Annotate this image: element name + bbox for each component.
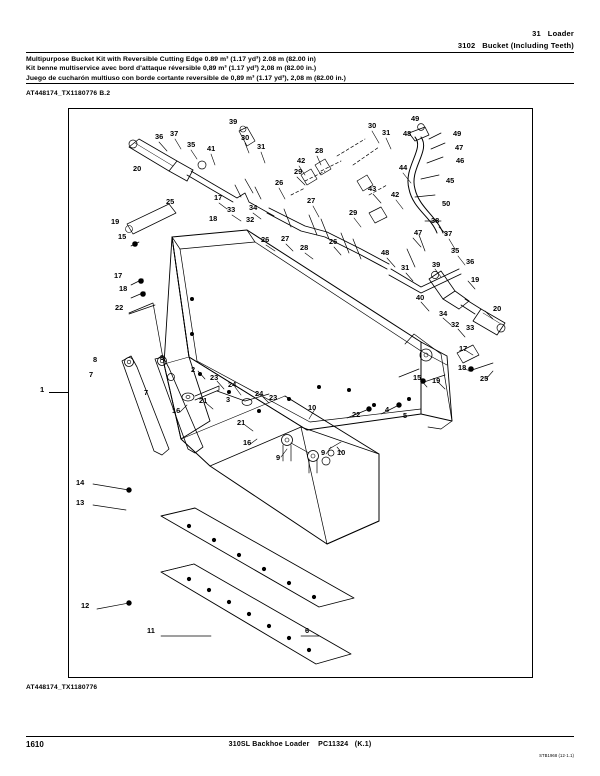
callout-number: 19 xyxy=(111,217,120,226)
callout-number: 16 xyxy=(243,438,252,447)
page-title xyxy=(26,55,346,83)
callout-number: 17 xyxy=(114,271,123,280)
callout-number: 6 xyxy=(305,626,310,635)
callout-number: 10 xyxy=(308,403,317,412)
callout-number: 32 xyxy=(246,215,255,224)
callout-number: 30 xyxy=(241,133,250,142)
callout-number: 18 xyxy=(209,214,218,223)
callout-number: 47 xyxy=(414,228,423,237)
callout-number: 31 xyxy=(382,128,391,137)
callout-number: 37 xyxy=(444,229,453,238)
callout-number: 48 xyxy=(381,248,390,257)
group-line xyxy=(458,40,574,52)
callout-number: 49 xyxy=(453,129,462,138)
callout-number: 38 xyxy=(431,216,440,225)
callout-number: 33 xyxy=(227,205,236,214)
callout-number: 14 xyxy=(76,478,85,487)
callout-number: 16 xyxy=(172,406,181,415)
callout-number: 31 xyxy=(401,263,410,272)
callout-number: 12 xyxy=(81,601,90,610)
callout-number: 17 xyxy=(214,193,223,202)
exploded-view-frame xyxy=(68,108,533,678)
callout-main-item: 1 xyxy=(40,385,45,394)
catalog-number: PC11324 xyxy=(318,741,349,748)
callout-number: 34 xyxy=(249,203,258,212)
callout-number: 35 xyxy=(451,246,460,255)
group-number: 3102 xyxy=(457,41,476,50)
callout-number: 15 xyxy=(118,232,127,241)
page-number: 1610 xyxy=(26,740,44,749)
callout-number: 26 xyxy=(275,178,284,187)
footer-center xyxy=(0,741,600,748)
callout-number: 7 xyxy=(144,388,149,397)
callout-number: 39 xyxy=(229,117,238,126)
callout-number: 10 xyxy=(337,448,346,457)
title-spanish: Juego de cucharón multiuso con borde cortante reversible de 0,89 m³ (1.17 yd³), 2,08 m (82.00 in.) xyxy=(26,74,346,82)
callout-number: 36 xyxy=(466,257,475,266)
callout-number: 15 xyxy=(413,373,422,382)
callout-number: 47 xyxy=(455,143,464,152)
callout-number: 22 xyxy=(115,303,124,312)
callout-number: 11 xyxy=(147,626,155,635)
callout-number: 19 xyxy=(471,275,480,284)
section-number: 31 xyxy=(532,29,541,38)
callout-number: 26 xyxy=(261,235,270,244)
callout-number: 35 xyxy=(187,140,196,149)
drawing-reference-top: AT448174_TX1180776 B.2 xyxy=(26,90,111,97)
callout-number: 28 xyxy=(315,146,324,155)
callout-number: 29 xyxy=(349,208,358,217)
callout-number: 17 xyxy=(459,344,468,353)
callout-number: 9 xyxy=(276,453,281,462)
machine-model: 310SL Backhoe Loader xyxy=(228,741,310,748)
callout-number: 8 xyxy=(93,355,98,364)
callout-number: 19 xyxy=(432,376,441,385)
callout-number: 42 xyxy=(297,156,306,165)
callout-number: 32 xyxy=(451,320,460,329)
callout-number: 34 xyxy=(439,309,448,318)
callout-number: 40 xyxy=(416,293,425,302)
exploded-view-drawing xyxy=(69,109,534,679)
callout-number: 24 xyxy=(228,380,237,389)
callout-number: 18 xyxy=(458,363,467,372)
callout-number: 49 xyxy=(411,114,420,123)
callout-number: 25 xyxy=(480,374,489,383)
callout-number: 30 xyxy=(368,121,377,130)
callout-number: 27 xyxy=(281,234,290,243)
callout-number: 46 xyxy=(456,156,465,165)
title-english: Multipurpose Bucket Kit with Reversible Cutting Edge 0.89 m³ (1.17 yd³) 2.08 m (82.00 in) xyxy=(26,56,316,63)
callout-number: 23 xyxy=(269,393,278,402)
footer-divider xyxy=(26,736,574,737)
callout-number: 21 xyxy=(237,418,246,427)
callout-number: 31 xyxy=(257,142,266,151)
callout-number: 5 xyxy=(403,411,408,420)
callout-number: 48 xyxy=(403,129,412,138)
header-divider-top xyxy=(26,52,574,53)
callout-number: 4 xyxy=(385,405,390,414)
callout-number: 20 xyxy=(493,304,502,313)
callout-number: 39 xyxy=(432,260,441,269)
callout-number: 13 xyxy=(76,498,85,507)
callout-number: 42 xyxy=(391,190,400,199)
callout-number: 23 xyxy=(210,373,219,382)
callout-number: 24 xyxy=(255,389,264,398)
callout-number: 18 xyxy=(119,284,128,293)
callout-number: 27 xyxy=(307,196,316,205)
callout-number: 33 xyxy=(466,323,475,332)
callout-number: 37 xyxy=(170,129,179,138)
callout-number: 36 xyxy=(155,132,164,141)
callout-number: 9 xyxy=(321,448,326,457)
callout-number: 41 xyxy=(207,144,216,153)
callout-number: 28 xyxy=(300,243,309,252)
title-french: Kit benne multiservice avec bord d'attaque réversible 0,89 m³ (1.17 yd³) 2,08 m (82.00 in.) xyxy=(26,65,317,73)
callout-number: 2 xyxy=(191,365,196,374)
callout-number: 25 xyxy=(166,197,175,206)
callout-number: 44 xyxy=(399,163,408,172)
page-header-right xyxy=(458,28,574,52)
callout-number: 7 xyxy=(89,370,94,379)
callout-number: 43 xyxy=(368,184,377,193)
catalog-revision: (K.1) xyxy=(354,741,372,748)
callout-number: 20 xyxy=(133,164,142,173)
callout-number: 22 xyxy=(352,410,361,419)
section-name: Loader xyxy=(547,29,574,38)
callout-number: 45 xyxy=(446,176,455,185)
document-code: STB1968 (12·1.1) xyxy=(539,753,574,758)
callout-number: 26 xyxy=(329,237,338,246)
drawing-reference-bottom: AT448174_TX1180776 xyxy=(26,684,98,691)
callout-number: 29 xyxy=(294,167,303,176)
section-line xyxy=(458,28,574,40)
callout-main-leader xyxy=(49,392,68,393)
callout-number: 3 xyxy=(226,395,231,404)
callout-number: 50 xyxy=(442,199,451,208)
callout-number: 8 xyxy=(160,353,165,362)
header-divider-bottom xyxy=(26,83,574,84)
group-name: Bucket (Including Teeth) xyxy=(482,41,574,50)
callout-number: 21 xyxy=(199,396,208,405)
